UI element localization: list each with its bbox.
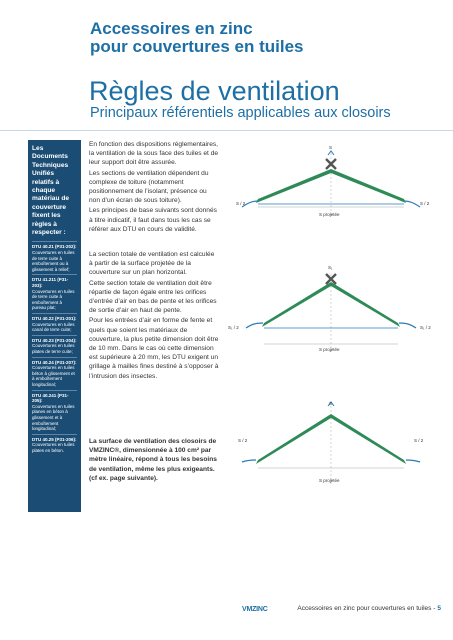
- sidebar-item-code: DTU 40.24 (P31-207):: [32, 359, 77, 365]
- ventilation-diagram-medium-pitch: [228, 265, 440, 368]
- sidebar-item: [32, 274, 77, 311]
- header-subtitle-line1: Accessoires en zinc: [90, 19, 253, 38]
- sidebar-item-text: Couvertures en tuiles plates en béton.: [32, 442, 75, 453]
- dtu-sidebar: [28, 140, 81, 512]
- page-number: 5: [437, 605, 441, 612]
- diagram-label-right: S / 2: [420, 201, 430, 206]
- header-divider: [0, 130, 453, 131]
- main-text: [89, 140, 219, 482]
- diagram-label-bottom: S projetée: [319, 478, 340, 483]
- sidebar-intro: Les Documents Techniques Unifiés relatifs à chaque matériau de couverture fixent les règles à respecter :: [32, 145, 70, 237]
- paragraph: La section totale de ventilation est calculée à partir de la surface projetée de la couverture sur un plan horizontal.: [89, 251, 215, 277]
- page-caption: Principaux référentiels applicables aux closoirs: [90, 105, 391, 121]
- sidebar-item-text: Couvertures en tuiles planes en béton à glissement et à emboîtement longitudinal;: [32, 403, 75, 432]
- roof-steep-pitch-drawing: [228, 398, 440, 498]
- diagram-label-top: S₁: [328, 265, 333, 270]
- diagram-label-right: S₁ / 2: [420, 325, 431, 330]
- sidebar-item: [32, 434, 77, 454]
- vmzinc-logo: VMZINC: [242, 606, 268, 613]
- diagram-label-top: S: [329, 401, 333, 406]
- diagram-label-left: S₁ / 2: [228, 325, 239, 330]
- ventilation-diagram-steep-pitch: [228, 398, 440, 498]
- sidebar-item-text: Couvertures en tuiles plates de terre cuite;: [32, 343, 75, 354]
- sidebar-item-text: Couvertures en tuiles canal de terre cuite;: [32, 321, 75, 333]
- sidebar-item: [32, 390, 77, 432]
- sidebar-item-code: DTU 40.25 (P31-206):: [32, 436, 77, 442]
- sidebar-item-code: DTU 41.211 (P31-203):: [32, 277, 69, 289]
- highlight-paragraph: La surface de ventilation des closoirs de VMZINC®, dimensionnée à 100 cm² par mètre linéaire, répond à tous les besoins de ventilation, même les plus exigeants. (cf ex. page suivante).: [89, 438, 217, 482]
- paragraph: Pour les entrées d’air en forme de fente et quels que soient les matériaux de couverture, la plus petite dimension doit être de 10 mm. Dans le cas où cette dimension est supérieure à 20 mm, les DTU exigent un grillage à mailles fines destiné à s’opposer à l’intrusion des insectes.: [89, 317, 219, 380]
- header-subtitle: [90, 20, 430, 56]
- diagram-label-left: S / 2: [238, 438, 248, 443]
- diagram-label-left: S / 2: [236, 201, 246, 206]
- paragraph: Les principes de base suivants sont donnés à titre indicatif, il faut dans tous les cas se référer aux DTU en cours de validité.: [89, 207, 217, 233]
- sidebar-item-text: Couvertures en tuiles de terre cuite à emboîtement ou à glissement à relief;: [32, 250, 75, 272]
- paragraph: Les sections de ventilation dépendent du complexe de toiture (notamment positionnement de l’isolant, présence ou non d’un écran de sous toiture).: [89, 169, 209, 205]
- sidebar-item-code: DTU 40.22 (P31-201):: [32, 316, 77, 321]
- paragraph: En fonction des dispositions réglementaires, la ventilation de la sous face des tuiles et de leur support doit être assurée.: [89, 141, 219, 167]
- sidebar-item: [32, 357, 77, 388]
- diagram-label-bottom: S projetée: [319, 347, 340, 352]
- footer: [297, 605, 441, 612]
- sidebar-item: [32, 335, 77, 355]
- footer-text: Accessoires en zinc pour couvertures en tuiles -: [297, 605, 436, 612]
- sidebar-item-text: Couvertures en tuiles de terre cuite à emboîtement à pureau plat;: [32, 288, 75, 311]
- roof-medium-pitch-drawing: [228, 268, 440, 368]
- diagram-label-top: S: [329, 145, 333, 150]
- sidebar-item-code: DTU 40.241 (P31-205):: [32, 392, 69, 404]
- sidebar-item: [32, 313, 77, 333]
- sidebar-item-code: DTU 40.23 (P31-204):: [32, 337, 77, 343]
- roof-low-pitch-drawing: [228, 145, 440, 245]
- header-subtitle-line2: pour couvertures en tuiles: [90, 37, 304, 56]
- sidebar-item: [32, 241, 77, 272]
- sidebar-item-text: Couvertures en tuiles béton à glissement et à emboîtement longitudinal;: [32, 365, 75, 387]
- paragraph: Cette section totale de ventilation doit être répartie de façon égale entre les orifices d’entrée d’air en bas de pente et les orifices de sortie d’air en haut de pente.: [89, 279, 217, 315]
- ventilation-diagram-low-pitch: [228, 145, 440, 245]
- sidebar-item-code: DTU 40.21 (P31-202):: [32, 244, 77, 250]
- diagram-label-right: S / 2: [414, 438, 424, 443]
- page-title: Règles de ventilation: [89, 76, 340, 106]
- diagram-label-bottom: S projetée: [319, 212, 340, 217]
